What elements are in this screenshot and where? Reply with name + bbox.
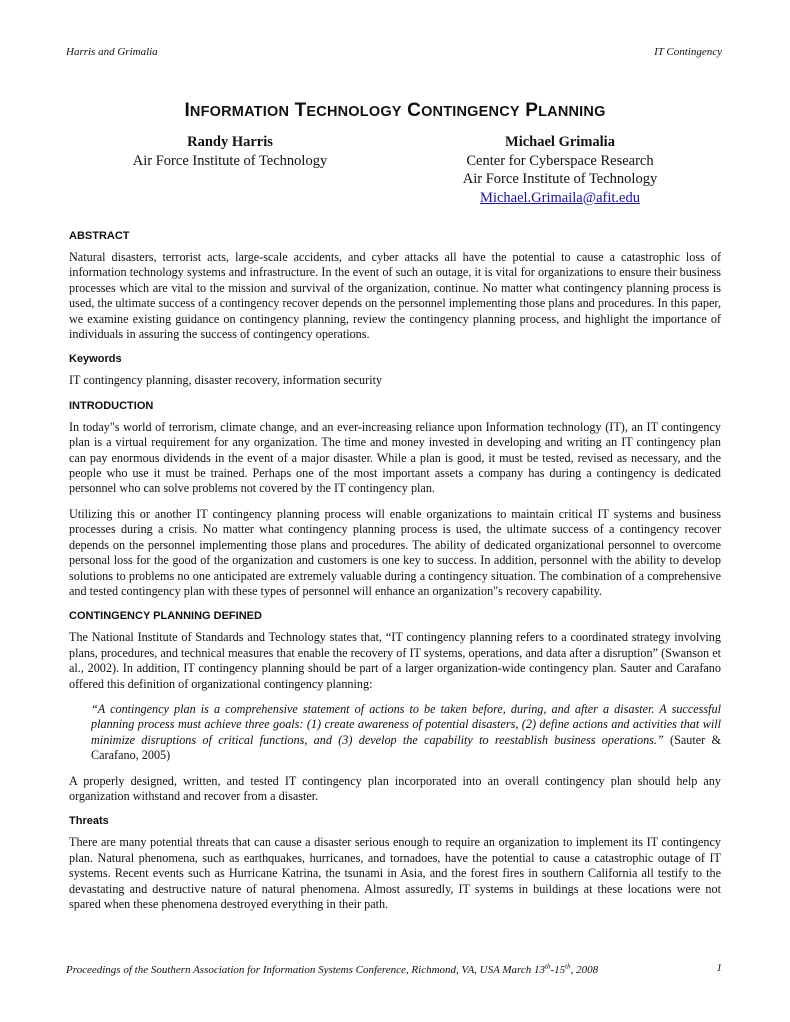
running-header-topic: IT Contingency: [654, 46, 722, 58]
running-header-authors: Harris and Grimalia: [66, 46, 158, 58]
quote-citation: (Sauter & Carafano, 2005): [91, 732, 721, 763]
footer-proceedings: Proceedings of the Southern Association for Information Systems Conference, Richmond, VA, USA March 13th-15th, 2008: [66, 962, 599, 976]
title-word: CONTINGENCY: [407, 100, 520, 121]
page-footer: [66, 962, 722, 976]
author-email-link[interactable]: Michael.Grimaila@afit.edu: [480, 189, 640, 206]
block-quote: [91, 702, 721, 764]
author-affiliation: Air Force Institute of Technology: [132, 152, 328, 169]
title-word: TECHNOLOGY: [294, 100, 402, 121]
paper-body: [69, 229, 721, 922]
section-heading-introduction: INTRODUCTION: [69, 399, 154, 412]
quote-text: “A contingency plan is a comprehensive statement of actions to be taken before, during, and after a disaster. A successful planning process must achieve three goals: (1) create awareness of potential disasters, (2) define actions and activities that will minimize disruptions of critical functions, and (3) develop the capability to reestablish business operations.”: [91, 701, 721, 747]
page-number: 1: [716, 962, 722, 974]
body-paragraph: In today"s world of terrorism, climate change, and an ever-increasing reliance upon Information technology (IT), an IT contingency plan is a virtual requirement for any organization. The time and money invested in developing and writing an IT contingency plan can pay enormous dividends in the event of a major disaster. While a plan is good, it must be tested, revised as necessary, and the people who use it must be trained. Perhaps one of the most important assets a company has during a contingency is dedicated personnel who can solve problems not covered by the IT contingency plan.: [69, 419, 721, 496]
section-heading-threats: Threats: [69, 815, 109, 828]
body-paragraph: There are many potential threats that can cause a disaster serious enough to require an organization to implement its IT contingency plan. Natural phenomena, such as earthquakes, hurricanes, and tornadoes, have the potential to cause a catastrophic outage of IT systems. Recent events such as Hurricane Katrina, the tsunami in Asia, and the forest fires in southern California all testify to the devastating and destructive nature of natural phenomena. Almost assuredly, IT systems in buildings at these locations were not spared when these phenomena destroyed everything in their path.: [69, 835, 721, 911]
body-paragraph: Utilizing this or another IT contingency planning process will enable organizations to maintain critical IT systems and business processes during a crisis. No matter what contingency planning process is used, the ultimate success of a contingency recover depends on the personnel implementing those plans and procedures. The ability of dedicated organizational personnel to overcome personal loss for the good of the organization and customers is one key to success. In addition, personnel with the ability to develop solutions to problems no one anticipated are extremely valuable during a contingency situation. The combination of a comprehensive and tested contingency plan with these types of personnel will enhance an organization"s recovery capability.: [69, 506, 721, 598]
body-paragraph: The National Institute of Standards and Technology states that, “IT contingency planning refers to a coordinated strategy involving plans, procedures, and technical measures that enable the recovery of IT systems, operations, and data after a disruption” (Swanson et al., 2002). In addition, IT contingency planning should be part of a larger organization-wide contingency plan. Sauter and Carafano offered this definition of organizational contingency planning:: [69, 630, 721, 691]
section-heading-keywords: Keywords: [69, 353, 122, 366]
keywords-text: IT contingency planning, disaster recovery, information security: [69, 373, 383, 388]
author-name: Michael Grimalia: [505, 134, 615, 150]
section-heading-abstract: ABSTRACT: [69, 230, 130, 242]
author-affiliation: Air Force Institute of Technology: [462, 171, 658, 187]
author-name: Randy Harris: [187, 134, 273, 150]
paper-title: [0, 100, 790, 122]
author-block-grimalia: [400, 133, 720, 207]
author-block-harris: [70, 133, 390, 170]
title-word: PLANNING: [525, 100, 606, 121]
title-word: INFORMATION: [184, 100, 290, 121]
abstract-text: Natural disasters, terrorist acts, large-scale accidents, and cyber attacks all have the potential to cause a catastrophic loss of information technology systems and infrastructure. In the event of such an outage, it is vital for organizations to ensure their business processes which are vital to the mission and survival of the organization, continue. No matter what contingency planning process is used, the ultimate success of a contingency recover depends on the personnel implementing those plans and procedures. In this paper, we examine existing guidance on contingency planning, review the contingency planning process, and highlight the importance of individuals in assuring the success of contingency operations.: [69, 250, 721, 342]
body-paragraph: A properly designed, written, and tested IT contingency plan incorporated into an overall contingency plan should help any organization withstand and recover from a disaster.: [69, 773, 721, 803]
section-heading-defined: CONTINGENCY PLANNING DEFINED: [69, 610, 262, 623]
author-affiliation: Center for Cyberspace Research: [466, 152, 654, 169]
